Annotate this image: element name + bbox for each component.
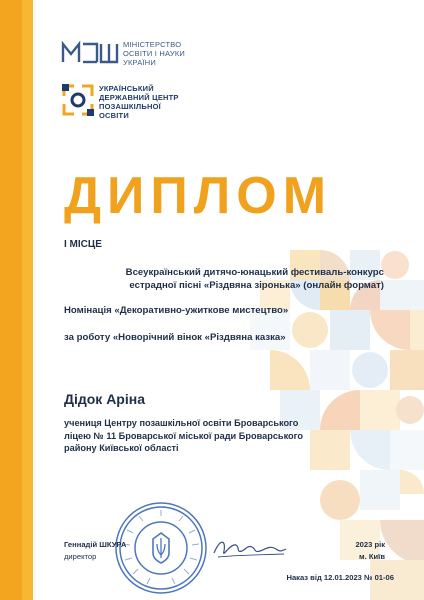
- left-decor-bar: [0, 0, 33, 600]
- center-line1: УКРАЇНСЬКИЙ: [99, 84, 154, 93]
- festival-line1: Всеукраїнський дитячо-юнацький фестиваль-конкурс: [125, 267, 384, 278]
- desc-line1: учениця Центру позашкільної освіти Броварського: [64, 418, 299, 428]
- ministry-line2: ОСВІТИ І НАУКИ: [123, 49, 185, 58]
- work-title: за роботу «Новорічний вінок «Різдвяна казка»: [64, 332, 286, 343]
- desc-line3: району Київської області: [64, 443, 179, 453]
- issue-city: м. Київ: [359, 552, 385, 561]
- order-reference: Наказ від 12.01.2023 № 01-06: [286, 573, 394, 582]
- center-line4: ОСВІТИ: [99, 111, 129, 120]
- issue-year: 2023 рік: [355, 540, 385, 549]
- recipient-description: [64, 417, 364, 455]
- recipient-name: Дідок Аріна: [64, 391, 145, 407]
- signature-icon: [210, 535, 290, 563]
- festival-name: [64, 266, 384, 292]
- center-line3: ПОЗАШКІЛЬНОЇ: [99, 102, 161, 111]
- festival-line2: естрадної пісні «Різдвяна зіронька» (онлайн формат): [129, 280, 384, 291]
- center-logo-icon: [61, 83, 95, 117]
- center-logo-text: [99, 84, 179, 120]
- diploma-title: ДИПЛОМ: [64, 167, 333, 225]
- ministry-line1: МІНІСТЕРСТВО: [123, 40, 182, 49]
- ministry-logo-text: [123, 40, 185, 67]
- official-stamp-icon: [113, 500, 209, 596]
- nomination-text: Номінація «Декоративно-ужиткове мистецтво»: [64, 305, 289, 316]
- ministry-logo-icon: [61, 40, 119, 64]
- center-line2: ДЕРЖАВНИЙ ЦЕНТР: [99, 93, 179, 102]
- signer-name: Геннадій ШКУРА: [64, 540, 127, 549]
- desc-line2: ліцею № 11 Броварської міської ради Броварського: [64, 430, 303, 441]
- place-label: І МІСЦЕ: [64, 239, 102, 250]
- signer-role: директор: [64, 552, 97, 561]
- ministry-line3: УКРАЇНИ: [123, 58, 156, 67]
